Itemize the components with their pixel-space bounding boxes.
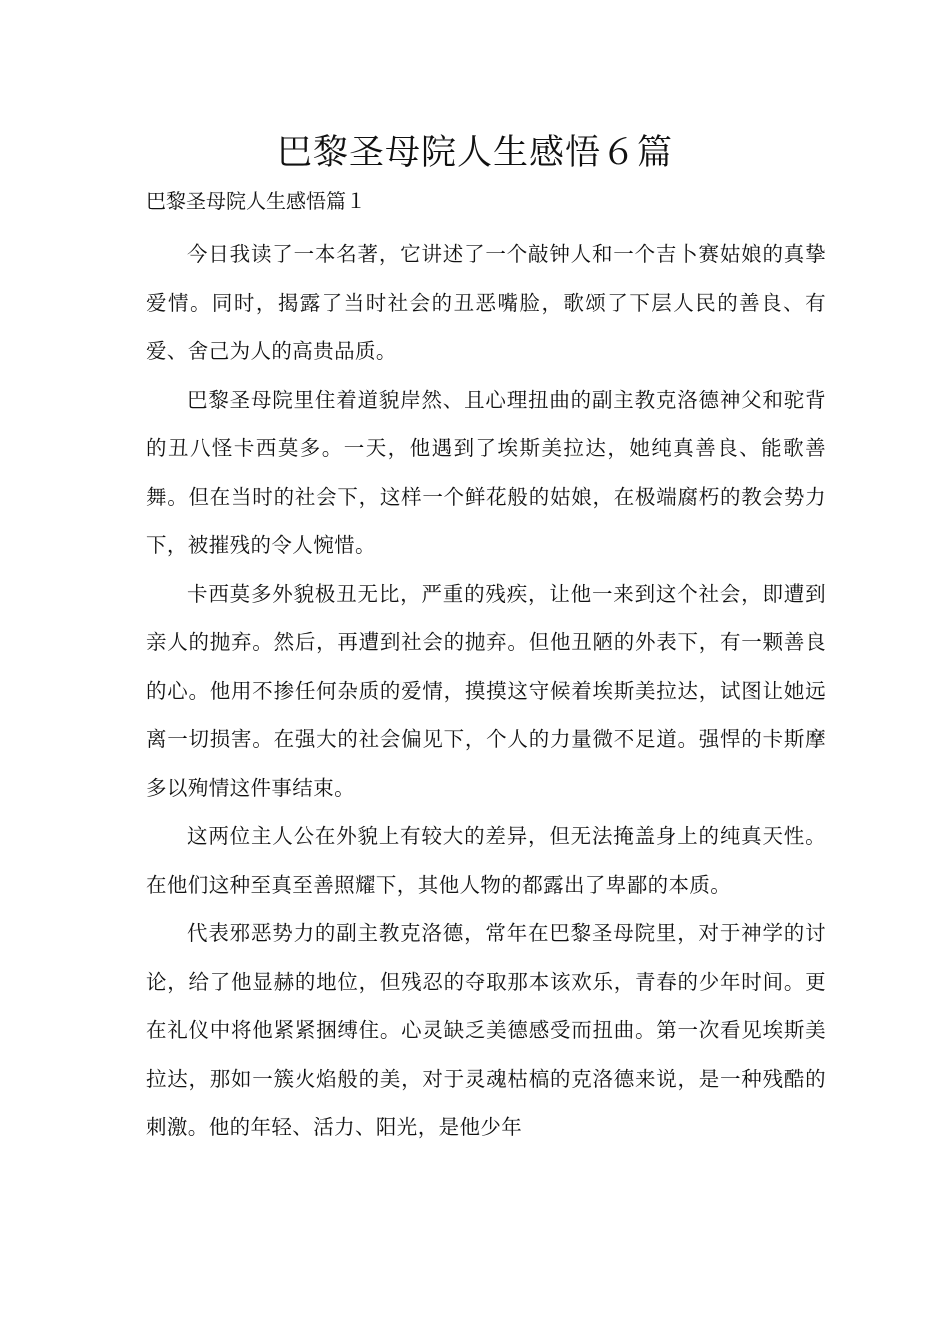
paragraph-4: 这两位主人公在外貌上有较大的差异，但无法掩盖身上的纯真天性。在他们这种至真至善照耀下，其他人物的都露出了卑鄙的本质。 (146, 824, 826, 897)
paragraph-3: 卡西莫多外貌极丑无比，严重的残疾，让他一来到这个社会，即遭到亲人的抛弃。然后，再遭到社会的抛弃。但他丑陋的外表下，有一颗善良的心。他用不掺任何杂质的爱情，摸摸这守候着埃斯美拉达，试图让她远离一切损害。在强大的社会偏见下，个人的力量微不足道。强悍的卡斯摩多以殉情这件事结束。 (146, 581, 826, 800)
paragraph-5: 代表邪恶势力的副主教克洛德，常年在巴黎圣母院里，对于神学的讨论，给了他显赫的地位，但残忍的夺取那本该欢乐，青春的少年时间。更在礼仪中将他紧紧捆缚住。心灵缺乏美德感受而扭曲。第一次看见埃斯美拉达，那如一簇火焰般的美，对于灵魂枯槁的克洛德来说，是一种残酷的刺激。他的年轻、活力、阳光，是他少年 (146, 921, 826, 1139)
section-heading: 巴黎圣母院人生感悟篇１ (146, 189, 366, 213)
paragraph-2: 巴黎圣母院里住着道貌岸然、且心理扭曲的副主教克洛德神父和驼背的丑八怪卡西莫多。一天，他遇到了埃斯美拉达，她纯真善良、能歌善舞。但在当时的社会下，这样一个鲜花般的姑娘，在极端腐朽的教会势力下，被摧残的令人惋惜。 (146, 387, 826, 557)
document-title: 巴黎圣母院人生感悟６篇 (276, 133, 673, 173)
document-body (146, 230, 826, 1152)
paragraph-1: 今日我读了一本名著，它讲述了一个敲钟人和一个吉卜赛姑娘的真挚爱情。同时，揭露了当时社会的丑恶嘴脸，歌颂了下层人民的善良、有爱、舍己为人的高贵品质。 (146, 242, 826, 363)
